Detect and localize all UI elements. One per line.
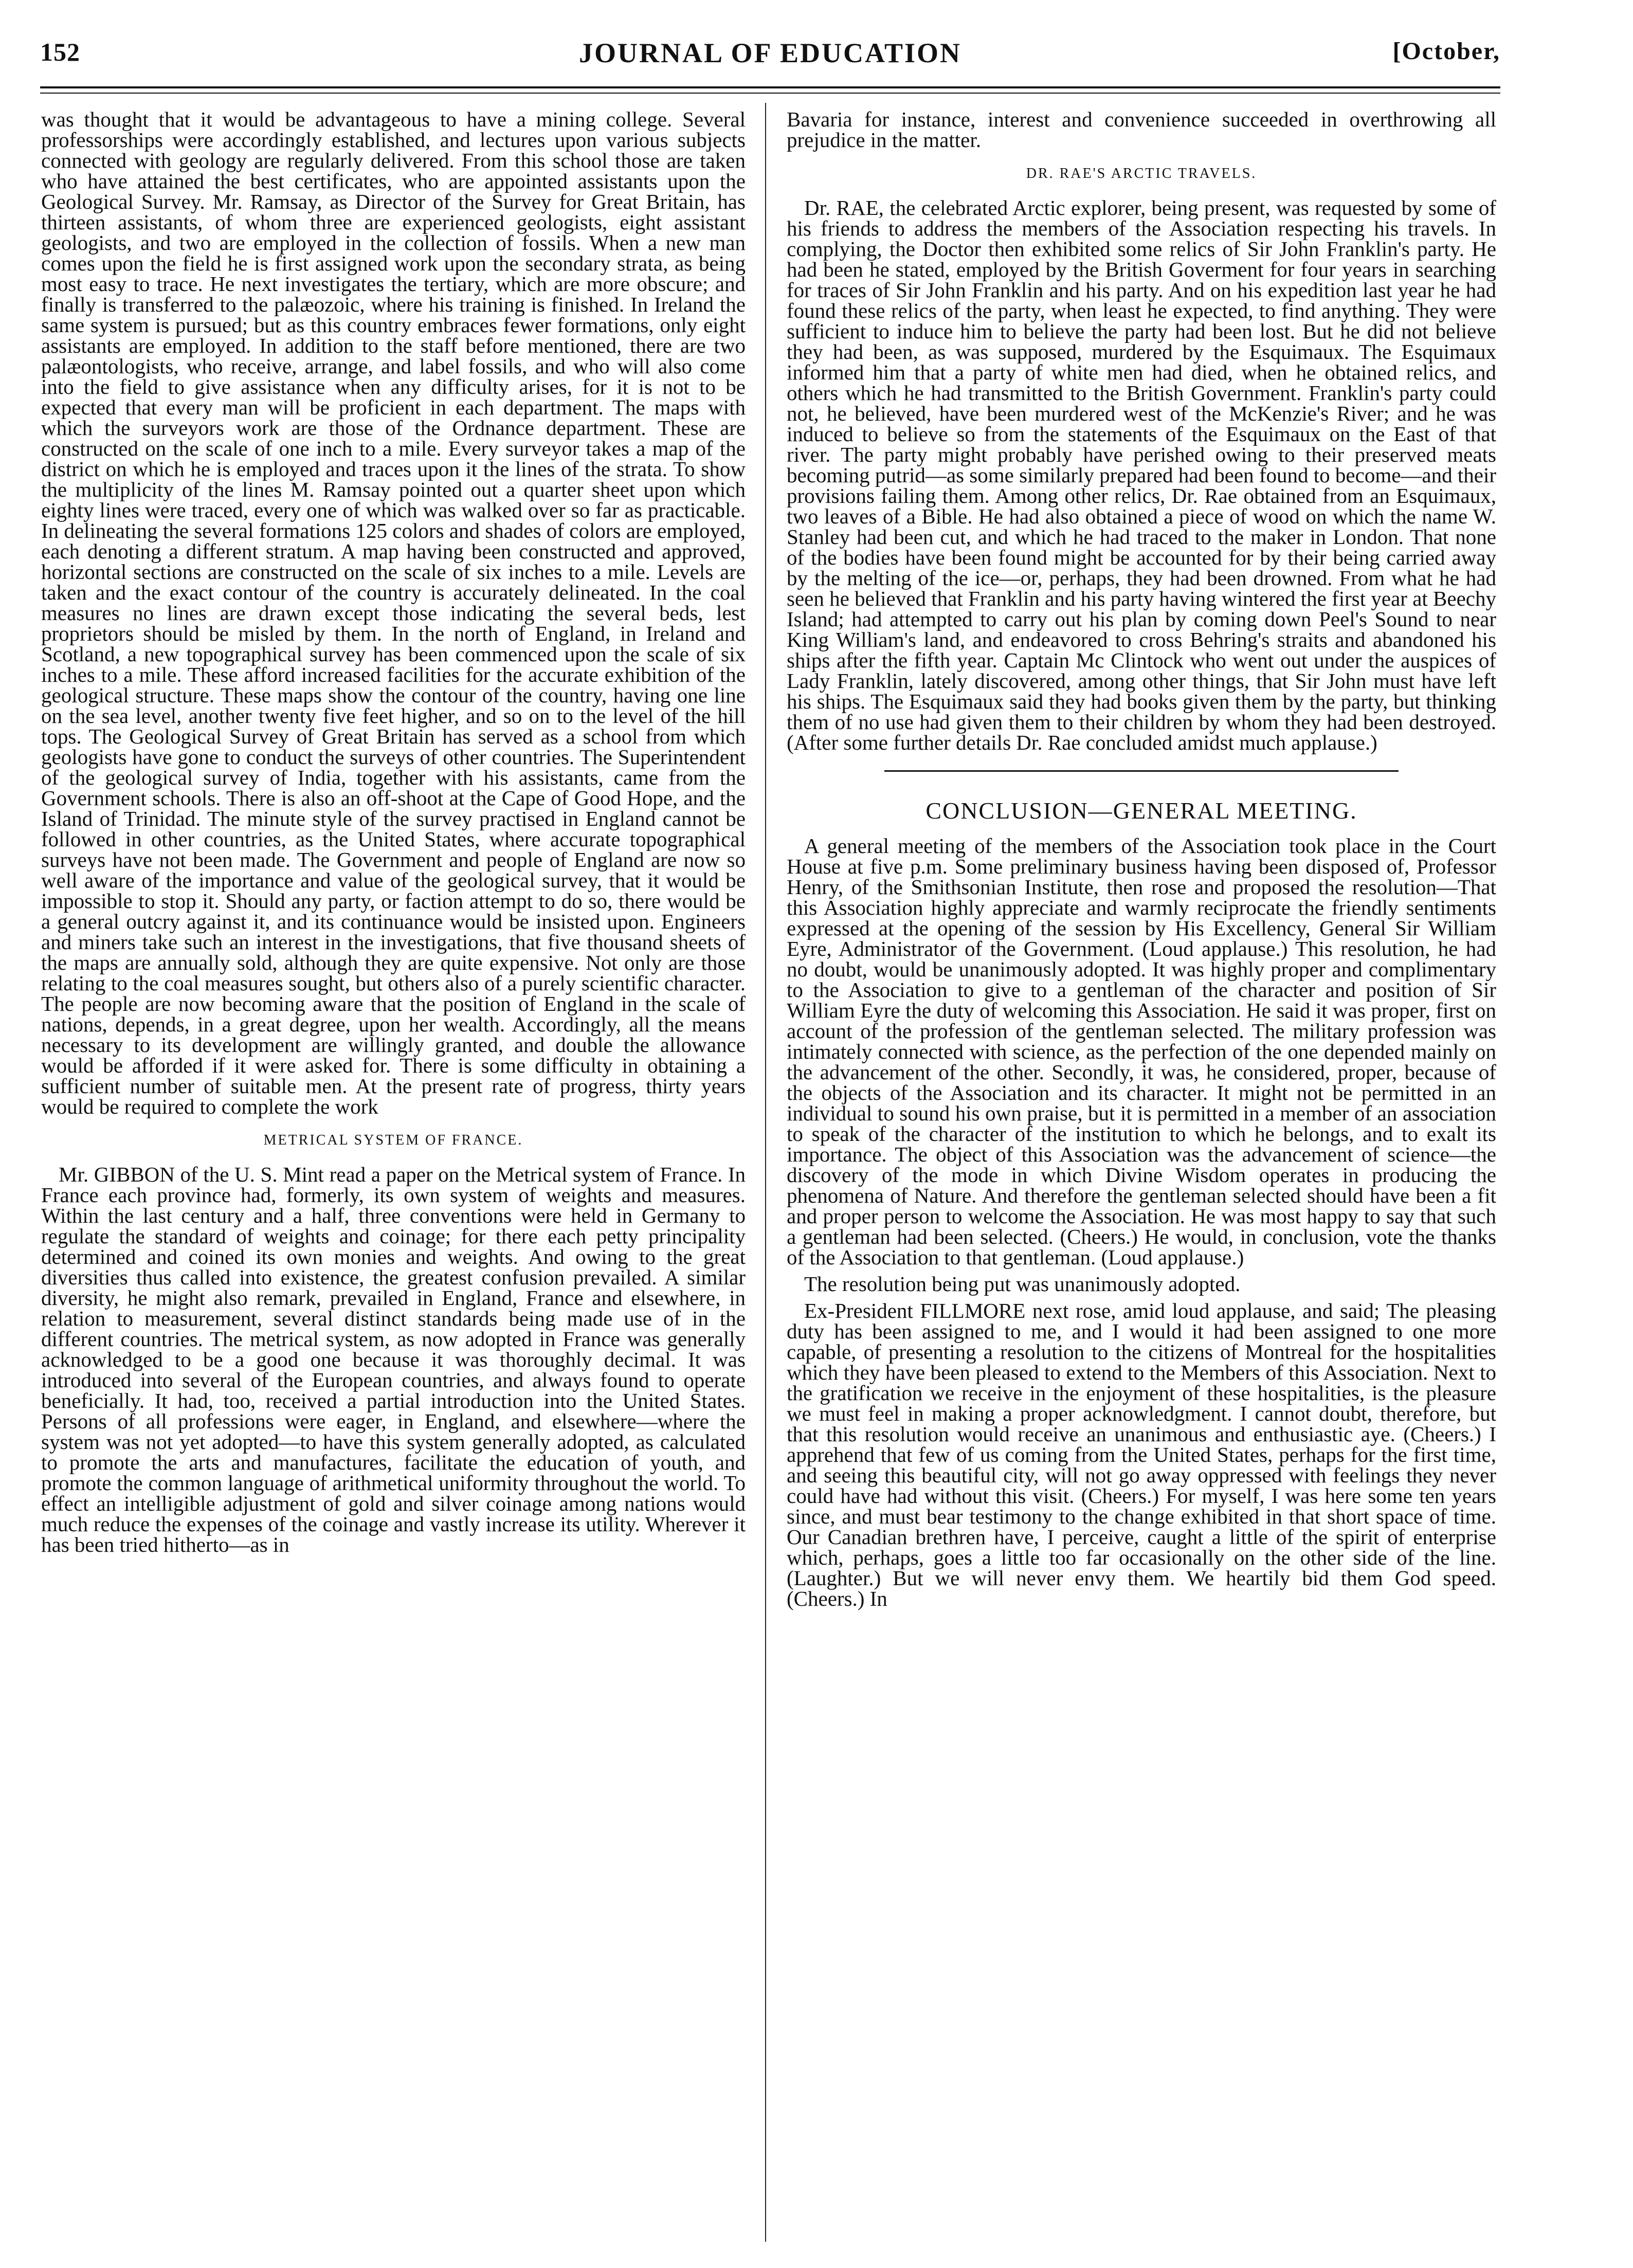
resolution-adopted-paragraph: The resolution being put was unanimously adopted. xyxy=(804,1272,1241,1296)
conclusion-heading: CONCLUSION—GENERAL MEETING. xyxy=(926,797,1357,824)
fillmore-paragraph: Ex-President FILLMORE next rose, amid loud applause, and said; The pleasing duty has been assigned to me, and I would it had been assigned to one more capable, of presenting a resolution to the citizens of Montreal for the hospitalities which they have been pleased to extend to the Members of this Association. Next to the gratification we receive in the enjoyment of these hospitalities, is the pleasure we must feel in making a proper acknowledgment. I cannot doubt, therefore, but that this resolution would receive an unanimous and enthusiastic aye. (Cheers.) I apprehend that few of us coming from the United States, perhaps for the first time, and seeing this beautiful city, will not go away oppressed with feelings they never could have had without this visit. (Cheers.) For myself, I was here some ten years since, and must bear testimony to the change exhibited in that short space of time. Our Canadian brethren have, I perceive, caught a little of the spirit of enterprise which, perhaps, goes a little too far occasionally on the other side of the line. (Laughter.) But we will never envy them. We heartily bid them God speed. (Cheers.) In xyxy=(787,1299,1496,1610)
header-rule xyxy=(40,86,1500,88)
issue-month: [October, xyxy=(1392,38,1500,65)
header-rule-thin xyxy=(40,93,1500,94)
left-column xyxy=(41,109,746,1561)
column-divider xyxy=(765,103,766,2242)
metrical-system-heading: METRICAL SYSTEM OF FRANCE. xyxy=(263,1132,523,1148)
metrical-system-paragraph: Mr. GIBBON of the U. S. Mint read a paper on the Metrical system of France. In France each province had, formerly, its own system of weights and measures. Within the last century and a half, three conventions were held in Germany to regulate the standard of weights and coinage; for there each petty principality determined and coined its own monies and weights. And owing to the great diversities thus called into existence, the greatest confusion prevailed. A similar diversity, he might also remark, prevailed in England, France and elsewhere, in relation to measurement, several distinct standards being made use of in the different countries. The metrical system, as now adopted in France was generally acknowledged to be a good one because it was thoroughly decimal. It was introduced into several of the European countries, and always found to operate beneficially. It had, too, received a partial introduction into the United States. Persons of all professions were eager, in England, and elsewhere—where the system was not yet adopted—to have this system generally adopted, as calculated to promote the arts and manufactures, facilitate the education of youth, and promote the common language of arithmetical uniformity throughout the world. To effect an intelligible adjustment of gold and silver coinage among nations would much reduce the expenses of the coinage and vastly increase its utility. Wherever it has been tried hitherto—as in xyxy=(41,1163,746,1556)
rae-arctic-heading: DR. RAE'S ARCTIC TRAVELS. xyxy=(1026,166,1257,182)
page-number: 152 xyxy=(40,38,80,66)
section-rule xyxy=(884,770,1399,772)
geological-survey-paragraph: was thought that it would be advantageous to have a mining college. Several professorships were accordingly established, and lectures upon various subjects connected with geology are regularly delivered. From this school those are taken who have attained the best certificates, who are appointed assistants upon the Geological Survey. Mr. Ramsay, as Director of the Survey for Great Britain, has thirteen assistants, of whom three are experienced geologists, eight assistant geologists, and two are employed in the collection of fossils. When a new man comes upon the field he is first assigned work upon the secondary strata, as being most easy to trace. He next investigates the tertiary, which are more obscure; and finally is transferred to the palæozoic, where his training is finished. In Ireland the same system is pursued; but as this country embraces fewer formations, only eight assistants are employed. In addition to the staff before mentioned, there are two palæontologists, who receive, arrange, and label fossils, and who will also come into the field to give assistance when any difficulty arises, for it is not to be expected that every man will be proficient in each department. The maps with which the surveyors work are those of the Ordnance department. These are constructed on the scale of one inch to a mile. Every surveyor takes a map of the district on which he is employed and traces upon it the lines of the strata. To show the multiplicity of the lines M. Ramsay pointed out a quarter sheet upon which eighty lines were traced, every one of which was walked over so far as practicable. In delineating the several formations 125 colors and shades of colors are employed, each denoting a different stratum. A map having been constructed and approved, horizontal sections are constructed on the scale of six inches to a mile. Levels are taken and the exact contour of the country is accurately delineated. In the coal measures no lines are drawn except those indicating the several beds, lest proprietors should be misled by them. In the north of England, in Ireland and Scotland, a new topographical survey has been commenced upon the scale of six inches to a mile. These afford increased facilities for the accurate exhibition of the geological structure. These maps show the contour of the country, having one line on the sea level, another twenty five feet higher, and so on to the level of the hill tops. The Geological Survey of Great Britain has served as a school from which geologists have gone to conduct the surveys of other countries. The Superintendent of the geological survey of India, together with his assistants, came from the Government schools. There is also an off-shoot at the Cape of Good Hope, and the Island of Trinidad. The minute style of the survey practised in England cannot be followed in other countries, as the United States, where accurate topographical surveys have not been made. The Government and people of England are now so well aware of the importance and value of the geological survey, that it would be impossible to stop it. Should any party, or faction attempt to do so, there would be a general outcry against it, and its continuance would be insisted upon. Engineers and miners take such an interest in the investigations, that five thousand sheets of the maps are annually sold, although they are quite expensive. Not only are those relating to the coal measures sought, but others also of a purely scientific character. The people are now becoming aware that the position of England in the scale of nations, depends, in a great degree, upon her wealth. Accordingly, all the means necessary to its development are willingly granted, and double the allowance would be afforded if it were asked for. There is some difficulty in obtaining a sufficient number of suitable men. At the present rate of progress, thirty years would be required to complete the work xyxy=(41,107,746,1118)
running-header xyxy=(40,37,1500,78)
general-meeting-paragraph: A general meeting of the members of the Association took place in the Court House at five p.m. Some preliminary business having been disposed of, Professor Henry, of the Smithsonian Institute, then rose and proposed the resolution—That this Association highly appreciate and warmly reciprocate the friendly sentiments expressed at the opening of the session by His Excellency, General Sir William Eyre, Administrator of the Government. (Loud applause.) This resolution, he had no doubt, would be unanimously adopted. It was highly proper and complimentary to the Association to give to a gentleman of the character and position of Sir William Eyre the duty of welcoming this Association. He said it was proper, first on account of the profession of the gentleman selected. The military profession was intimately connected with science, as the perfection of the one depended mainly on the advancement of the other. Secondly, it was, he considered, proper, because of the objects of the Association and its character. It might not be permitted in an individual to sound his own praise, but it is permitted in a member of an association to speak of the character of the institution to which he belongs, and to exalt its importance. The object of this Association was the advancement of science—the discovery of the mode in which Divine Wisdom operates in producing the phenomena of Nature. And therefore the gentleman selected should have been a fit and proper person to welcome the Association. He was most happy to say that such a gentleman had been selected. (Cheers.) He would, in conclusion, vote the thanks of the Association to that gentleman. (Loud applause.) xyxy=(787,834,1496,1269)
bavaria-paragraph: Bavaria for instance, interest and convenience succeeded in overthrowing all prejudice in the matter. xyxy=(787,107,1496,152)
right-column xyxy=(787,109,1496,1615)
rae-arctic-paragraph: Dr. RAE, the celebrated Arctic explorer, being present, was requested by some of his friends to address the members of the Association respecting his travels. In complying, the Doctor then exhibited some relics of Sir John Franklin's party. He had been he stated, employed by the British Goverment for four years in searching for traces of Sir John Franklin and his party. And on his expedition last year he had found these relics of the party, when least he expected, to find anything. They were sufficient to induce him to believe the party had been lost. But he did not believe they had been, as was supposed, murdered by the Esquimaux. The Esquimaux informed him that a party of white men had died, when he obtained relics, and others which he had transmitted to the British Government. Franklin's party could not, he believed, have been murdered west of the McKenzie's River; and he was induced to believe so from the statements of the Esquimaux on the East of that river. The party might probably have perished owing to their preserved meats becoming putrid—as some similarly prepared had been found to become—and their provisions failing them. Among other relics, Dr. Rae obtained from an Esquimaux, two leaves of a Bible. He had also obtained a piece of wood on which the name W. Stanley had been cut, and which he had traced to the maker in London. That none of the bodies have been found might be accounted for by their being carried away by the melting of the ice—or, perhaps, they had been drowned. From what he had seen he believed that Franklin and his party having wintered the first year at Beechy Island; had attempted to carry out his plan by coming down Peel's Sound to near King William's land, and endeavored to cross Behring's straits and abandoned his ships after the fifth year. Captain Mc Clintock who went out under the auspices of Lady Franklin, lately discovered, among other things, that Sir John must have left his ships. The Esquimaux said they had books given them by the party, but thinking them of no use had given them to their children by whom they had been destroyed. (After some further details Dr. Rae concluded amidst much applause.) xyxy=(787,196,1496,754)
journal-title: JOURNAL OF EDUCATION xyxy=(578,38,962,68)
